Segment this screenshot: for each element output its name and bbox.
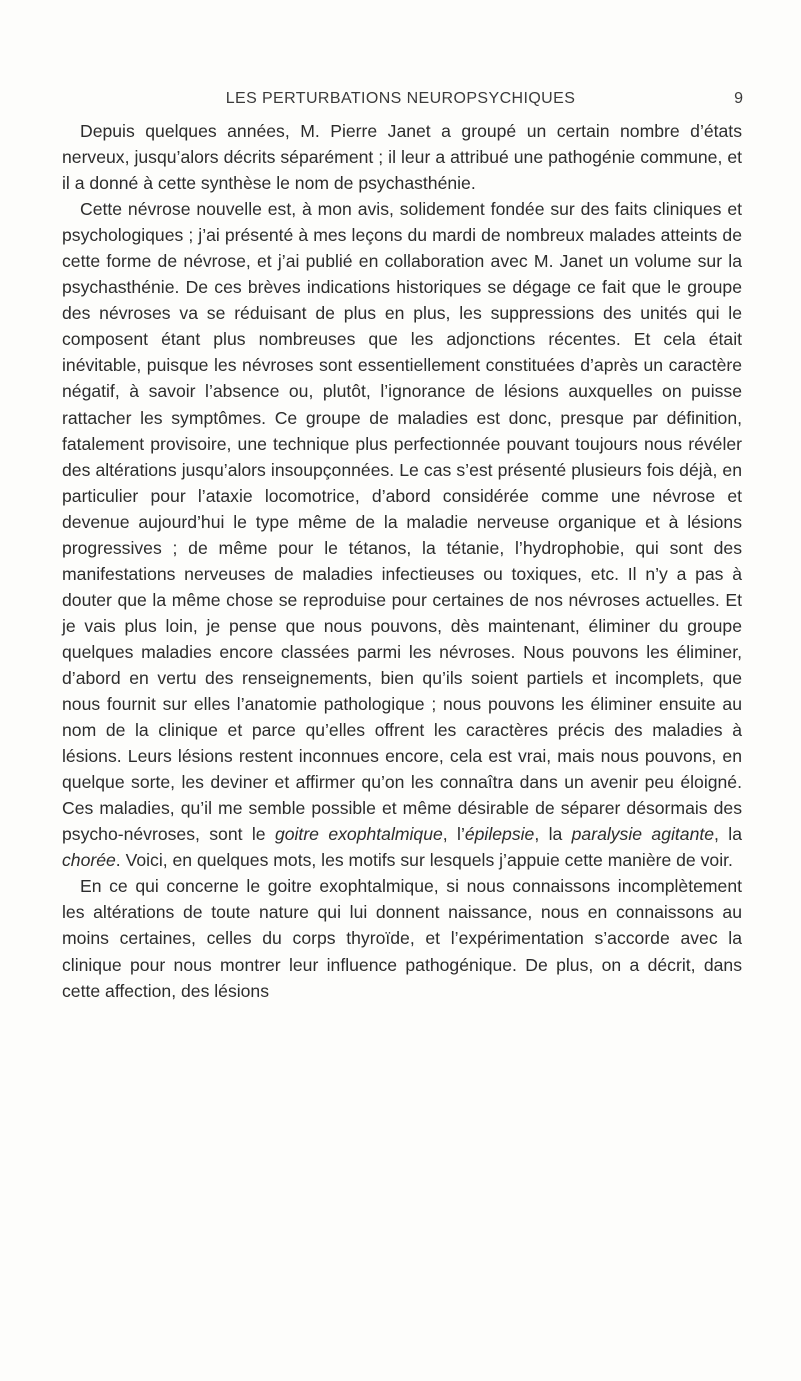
italic-term-epilepsie: épilepsie: [464, 824, 535, 845]
italic-term-choree: chorée: [62, 850, 116, 871]
page-number: 9: [734, 90, 743, 107]
text-segment: , la: [714, 824, 742, 845]
paragraph-2: [62, 196, 742, 873]
running-head: [0, 90, 801, 114]
text-segment: , l’: [442, 824, 465, 845]
paragraph-1: [62, 118, 742, 196]
italic-term-paralysie: paralysie agitante: [571, 824, 715, 845]
text-segment: . Voici, en quelques mots, les motifs sur lesquels j’appuie cette manière de voir.: [115, 850, 733, 871]
text-segment: En ce qui concerne le goitre exophtalmique, si nous connaissons incomplètement les altérations de toute nature qui lui donnent naissance, nous en connaissons au moins certaines, celles du corps thyroïde, et l’expérimentation s’accorde avec la clinique pour nous montrer leur influence pathogénique. De plus, on a décrit, dans cette affection, des lésions: [62, 876, 742, 1001]
text-segment: Depuis quelques années, M. Pierre Janet a groupé un certain nombre d’états nerveux, jusqu’alors décrits séparément ; il leur a attribué une pathogénie commune, et il a donné à cette synthèse le nom de psychasthénie.: [62, 121, 742, 194]
text-segment: , la: [534, 824, 572, 845]
text-segment: Cette névrose nouvelle est, à mon avis, solidement fondée sur des faits cliniques et psychologiques ; j’ai présenté à mes leçons du mardi de nombreux malades atteints de cette forme de névrose, et j’ai publié en collaboration avec M. Janet un volume sur la psychasthénie. De ces brèves indications historiques se dégage ce fait que le groupe des névroses va se réduisant de plus en plus, les suppressions des unités qui le composent étant plus nombreuses que les adjonctions récentes. Et cela était inévitable, puisque les névroses sont essentiellement constituées d’après un caractère négatif, à savoir l’absence ou, plutôt, l’ignorance de lésions auxquelles on puisse rattacher les symptômes. Ce groupe de maladies est donc, presque par définition, fatalement provisoire, une technique plus perfectionnée pouvant toujours nous révéler des altérations jusqu’alors insoupçonnées. Le cas s’est présenté plusieurs fois déjà, en particulier pour l’ataxie locomotrice, d’abord considérée comme une névrose et devenue aujourd’hui le type même de la maladie nerveuse organique et à lésions progressives ; de même pour le tétanos, la tétanie, l’hydrophobie, qui sont des manifestations nerveuses de maladies infectieuses ou toxiques, etc. Il n’y a pas à douter que la même chose se reproduise pour certaines de nos névroses actuelles. Et je vais plus loin, je pense que nous pouvons, dès maintenant, éliminer du groupe quelques maladies encore classées parmi les névroses. Nous pouvons les éliminer, d’abord en vertu des renseignements, bien qu’ils soient partiels et incomplets, que nous fournit sur elles l’anatomie pathologique ; nous pouvons les éliminer ensuite au nom de la clinique et parce qu’elles offrent les caractères précis des maladies à lésions. Leurs lésions restent inconnues encore, cela est vrai, mais nous pouvons, en quelque sorte, les deviner et affirmer qu’on les connaîtra dans un avenir peu éloigné. Ces maladies, qu’il me semble possible et même désirable de séparer désormais des psycho-névroses, sont le: [62, 199, 742, 845]
running-title: LES PERTURBATIONS NEUROPSYCHIQUES: [225, 90, 576, 107]
italic-term-goitre: goitre exophtalmique: [274, 824, 443, 845]
body-text: [62, 118, 742, 1004]
paragraph-3: [62, 873, 742, 1003]
